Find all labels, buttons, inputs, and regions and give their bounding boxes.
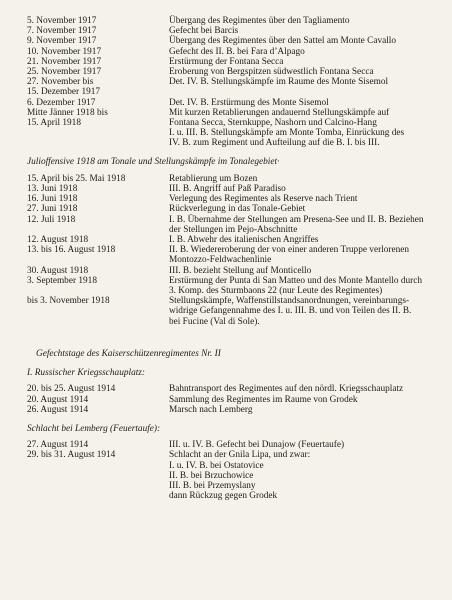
- entry-description: [169, 67, 432, 77]
- timeline-entry: [27, 440, 432, 450]
- entry-description: [169, 174, 432, 184]
- entry-date: Mitte Jänner 1918 bis: [27, 107, 108, 118]
- timeline-entry: [27, 384, 432, 394]
- entry-date: 26. August 1914: [27, 404, 89, 415]
- timeline-entry: [27, 77, 432, 87]
- entry-description-line: I. u. III. B. Stellungskämpfe am Monte Tomba, Einrückung des: [169, 128, 405, 139]
- entry-description-line: Bahntransport des Regimentes auf den nördl. Kriegsschauplatz: [169, 384, 404, 395]
- subheading-russischer-kriegsschauplatz: I. Russischer Kriegsschauplatz:: [27, 368, 146, 379]
- entry-date: 3. September 1918: [27, 275, 97, 286]
- entry-description: [169, 194, 432, 204]
- entry-description-line: I. B. Übernahme der Stellungen am Presena-See und II. B. Beziehen: [169, 214, 424, 225]
- entry-date: 12. August 1918: [27, 235, 89, 246]
- entry-description-line: Retablierung um Bozen: [169, 173, 258, 184]
- entry-description: [169, 450, 432, 501]
- timeline-entry: [27, 174, 432, 184]
- timeline-entry: [27, 266, 432, 276]
- entry-description-line: III. u. IV. B. Gefecht bei Dunajow (Feuertaufe): [169, 440, 345, 451]
- timeline-entry: [27, 296, 432, 327]
- entry-description-line: II. B. Wiedereroberung der von einer anderen Truppe verlorenen: [169, 245, 410, 256]
- entry-description: [169, 204, 432, 214]
- entry-description: [169, 395, 432, 405]
- entry-description-line: I. B. Abwehr des italienischen Angriffes: [169, 235, 319, 246]
- entry-description-line: Erstürmung der Fontana Secca: [169, 56, 284, 67]
- timeline-entry: [27, 57, 432, 67]
- timeline-entry: [27, 276, 432, 296]
- entry-description: [169, 98, 432, 108]
- timeline-entry: [27, 215, 432, 235]
- entry-date: 15. April 1918: [27, 118, 81, 129]
- entry-description-line: Gefecht bei Barcis: [169, 26, 239, 37]
- entry-date: 16. Juni 1918: [27, 194, 78, 205]
- timeline-entry: [27, 405, 432, 415]
- entry-description-line: Sammlung des Regimentes im Raume von Grodek: [169, 394, 358, 405]
- entry-date: 21. November 1917: [27, 56, 102, 67]
- entry-description-line: dann Rückzug gegen Grodek: [169, 491, 278, 502]
- entry-date: 9. November 1917: [27, 36, 97, 47]
- entry-description: [169, 77, 432, 87]
- subheading-schlacht-bei-lemberg: Schlacht bei Lemberg (Feuertaufe):: [27, 423, 161, 434]
- entry-description-line: Schlacht an der Gnila Lipa, und zwar:: [169, 450, 311, 461]
- entry-date: 20. bis 25. August 1914: [27, 384, 116, 395]
- section-heading-julioffensive: Julioffensive 1918 am Tonale und Stellungskämpfe im Tonalegebiet·: [27, 156, 280, 167]
- entry-description: [169, 245, 432, 265]
- entry-date: 27. August 1914: [27, 440, 89, 451]
- timeline-entry: [27, 184, 432, 194]
- entry-description-line: widrige Gefangennahme des I. u. III. B. und von Teilen des II. B.: [169, 306, 412, 317]
- section-1-entries: [27, 16, 432, 149]
- entry-date: 27. November bis: [27, 77, 94, 88]
- entry-date: 7. November 1917: [27, 26, 97, 37]
- timeline-entry: [27, 108, 432, 118]
- entry-description-line: Fontana Secca, Sternkuppe, Nashorn und Calcino-Hang: [169, 118, 377, 129]
- timeline-entry: [27, 235, 432, 245]
- entry-date: 15. April bis 25. Mai 1918: [27, 173, 126, 184]
- entry-description-line: III. B. Angriff auf Paß Paradiso: [169, 184, 286, 195]
- entry-description-line: Stellungskämpfe, Waffenstillstandsanordnungen, vereinbarungs-: [169, 296, 410, 307]
- entry-date: 6. Dezember 1917: [27, 97, 96, 108]
- timeline-entry: [27, 450, 432, 501]
- entry-description: [169, 36, 432, 46]
- timeline-entry: [27, 98, 432, 108]
- entry-description: [169, 405, 432, 415]
- entry-description-line: der Stellungen im Pejo-Abschnitte: [169, 224, 298, 235]
- timeline-entry: [27, 118, 432, 149]
- entry-description: [169, 440, 432, 450]
- entry-description: [169, 26, 432, 36]
- entry-date: 15. Dezember 1917: [27, 87, 101, 98]
- section-2-entries: [27, 174, 432, 327]
- entry-description: [169, 266, 432, 276]
- entry-description-line: III. B. bezieht Stellung auf Monticello: [169, 265, 312, 276]
- timeline-entry: [27, 16, 432, 26]
- entry-description: [169, 16, 432, 26]
- entry-description-line: Mit kurzen Retablierungen andauernd Stellungskämpfe auf: [169, 107, 390, 118]
- section-heading-gefechtstage: Gefechtstage des Kaiserschützenregimentes Nr. II: [36, 348, 221, 359]
- timeline-entry: [27, 245, 432, 265]
- entry-date: 13. Juni 1918: [27, 184, 78, 195]
- entry-description-line: I. u. IV. B. bei Ostatovice: [169, 460, 264, 471]
- entry-date: 30. August 1918: [27, 265, 89, 276]
- entry-description: [169, 118, 432, 149]
- entry-description: [169, 235, 432, 245]
- timeline-entry: [27, 87, 432, 97]
- section-4-entries: [27, 440, 432, 501]
- entry-description-line: Det. IV. B. Erstürmung des Monte Sisemol: [169, 97, 329, 108]
- entry-description-line: III. B. bei Przemyslany: [169, 480, 256, 491]
- timeline-entry: [27, 67, 432, 77]
- entry-description-line: Montozzo-Feldwachenlinie: [169, 255, 272, 266]
- timeline-entry: [27, 395, 432, 405]
- entry-description-line: bei Fucine (Val di Sole).: [169, 316, 260, 327]
- entry-description: [169, 184, 432, 194]
- entry-description-line: 3. Komp. des Sturmbaons 22 (nur Leute des Regimentes): [169, 286, 383, 297]
- entry-description-line: IV. B. zum Regiment und Aufteilung auf die B. I. bis III.: [169, 138, 380, 149]
- entry-description-line: Gefecht des II. B. bei Fara d’Alpago: [169, 46, 305, 57]
- entry-description-line: Rückverlegung in das Tonale-Gebiet: [169, 204, 306, 215]
- entry-description: [169, 57, 432, 67]
- entry-date: 20. August 1914: [27, 394, 89, 405]
- entry-date: 10. November 1917: [27, 46, 102, 57]
- entry-description: [169, 276, 432, 296]
- section-3-entries: [27, 384, 432, 415]
- timeline-entry: [27, 204, 432, 214]
- entry-description-line: II. B. bei Brzuchowice: [169, 470, 254, 481]
- entry-date: 12. Juli 1918: [27, 214, 76, 225]
- entry-description-line: Verlegung des Regimentes als Reserve nach Trient: [169, 194, 358, 205]
- entry-description-line: Übergang des Regimentes über den Sattel am Monte Cavallo: [169, 36, 397, 47]
- entry-date: 5. November 1917: [27, 16, 97, 26]
- timeline-entry: [27, 36, 432, 46]
- entry-description-line: Erstürmung der Punta di San Matteo und des Monte Mantello durch: [169, 275, 423, 286]
- entry-description: [169, 215, 432, 235]
- timeline-entry: [27, 47, 432, 57]
- timeline-entry: [27, 194, 432, 204]
- entry-description-line: Det. IV. B. Stellungskämpfe im Raume des Monte Sisemol: [169, 77, 389, 88]
- entry-date: bis 3. November 1918: [27, 296, 110, 307]
- entry-description-line: Marsch nach Lemberg: [169, 404, 253, 415]
- entry-date: 13. bis 16. August 1918: [27, 245, 116, 256]
- entry-description: [169, 384, 432, 394]
- entry-description-line: Eroberung von Bergspitzen südwestlich Fontana Secca: [169, 67, 374, 78]
- entry-description-line: Übergang des Regimentes über den Tagliamento: [169, 16, 350, 26]
- entry-date: 25. November 1917: [27, 67, 102, 78]
- timeline-entry: [27, 26, 432, 36]
- entry-date: 29. bis 31. August 1914: [27, 450, 116, 461]
- entry-date: 27. Juni 1918: [27, 204, 78, 215]
- entry-description: [169, 47, 432, 57]
- entry-description: [169, 108, 432, 118]
- entry-description: [169, 296, 432, 327]
